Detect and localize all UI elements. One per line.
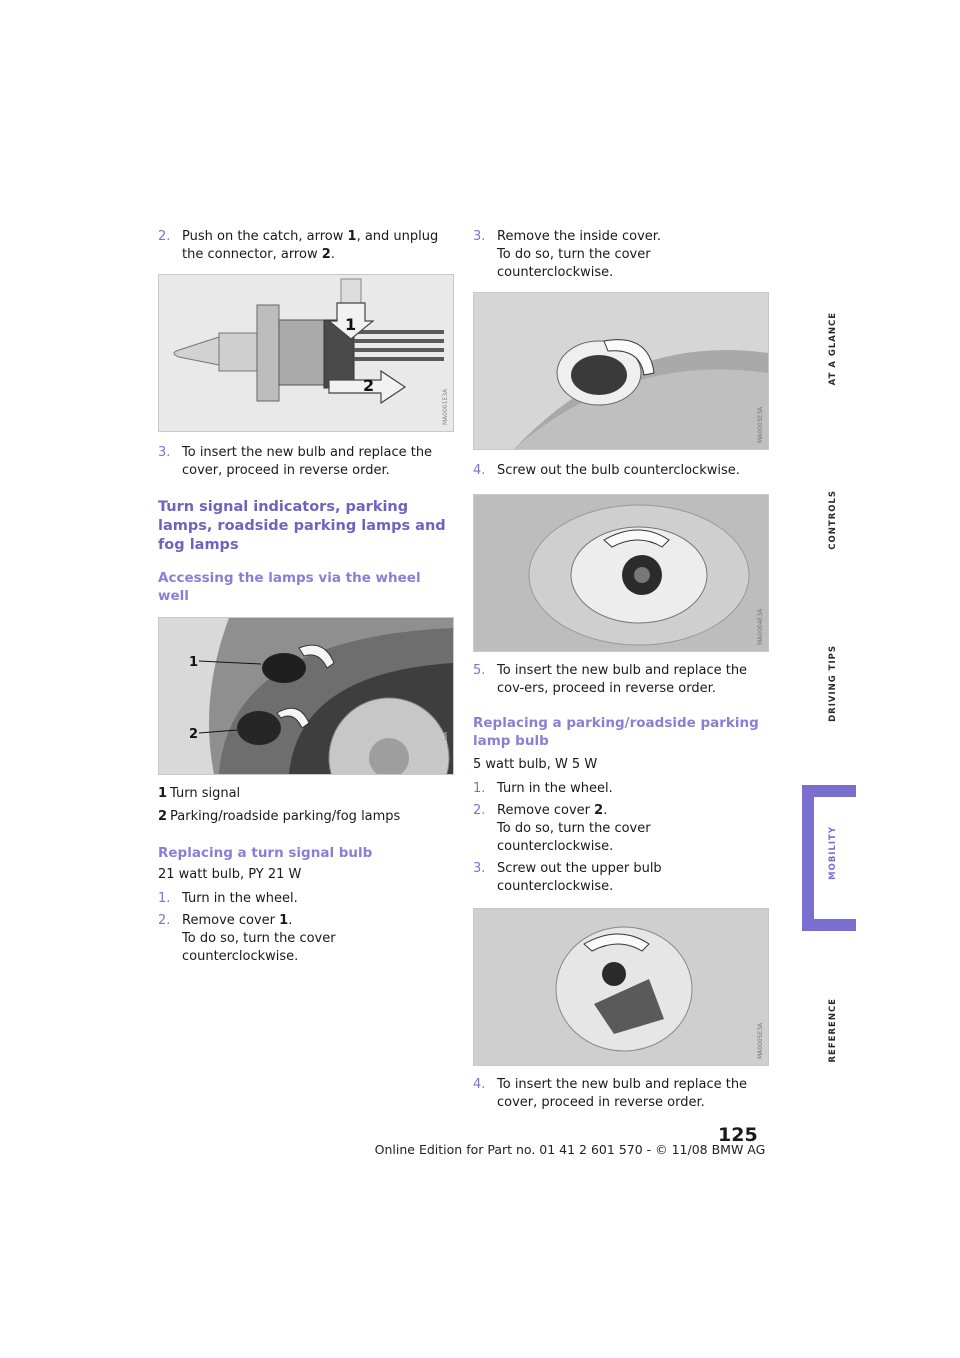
step-text-part: , and unplug the connector, arrow <box>182 229 439 262</box>
step-number: 1. <box>158 891 171 906</box>
sidebar-section-mobility[interactable]: MOBILITY <box>828 826 838 880</box>
step-text <box>182 912 450 966</box>
footer-edition <box>0 1142 960 1157</box>
step-number: 3. <box>473 229 486 244</box>
step-text: To insert the new bulb and replace the cov-ers, proceed in reverse order. <box>497 663 748 696</box>
legend-text: Parking/roadside parking/fog lamps <box>170 809 401 824</box>
screw-out-bulb-illustration <box>474 495 768 651</box>
step-text <box>497 802 765 856</box>
step-text <box>497 228 765 282</box>
step-text <box>182 228 450 264</box>
right-column <box>473 228 765 1116</box>
callout-2: 2 <box>363 376 375 395</box>
turn-signal-title: Replacing a turn signal bulb <box>158 845 373 861</box>
parking-step-3 <box>473 860 765 896</box>
step-number: 2. <box>158 913 171 928</box>
legend-item-1 <box>158 785 450 803</box>
callout-2: 2 <box>189 727 199 742</box>
figure-code: MA0004E3A <box>757 608 764 645</box>
parking-lamp-title: Replacing a parking/roadside parking lamp bulb <box>473 715 759 749</box>
sidebar-section-controls[interactable]: CONTROLS <box>828 490 838 550</box>
callout-1: 1 <box>189 655 199 670</box>
step-text-part: . <box>330 247 335 262</box>
step-text-line2: To do so, turn the cover counterclockwise. <box>182 931 336 964</box>
figure-code: MA0002E3A <box>442 731 449 768</box>
step-number: 5. <box>473 663 486 678</box>
step-5-reverse-order <box>473 662 765 698</box>
figure-headlamp-bulb-connector <box>158 274 454 432</box>
turn-signal-spec: 21 watt bulb, PY 21 W <box>158 867 302 882</box>
legend-key: 2 <box>158 809 168 824</box>
step-text: Turn in the wheel. <box>182 891 298 906</box>
ref-1: 1 <box>279 913 289 928</box>
figure-wheel-well-access <box>158 617 454 775</box>
ref-1: 1 <box>347 229 357 244</box>
parking-step-1 <box>473 780 765 798</box>
step-3-reverse-order <box>158 444 450 480</box>
step-text-part: Remove cover <box>182 913 280 928</box>
sidebar-section-reference[interactable]: REFERENCE <box>828 998 838 1063</box>
sidebar-section-at-a-glance[interactable]: AT A GLANCE <box>828 312 838 386</box>
step-number: 4. <box>473 463 486 478</box>
step-text: To insert the new bulb and replace the cover, proceed in reverse order. <box>497 1077 748 1110</box>
figure-screw-out-bulb <box>473 494 769 652</box>
step-number: 2. <box>158 229 171 244</box>
step-number: 2. <box>473 803 486 818</box>
step-text-line2: To do so, turn the cover counterclockwise. <box>497 247 651 280</box>
inside-cover-illustration <box>474 293 768 449</box>
turn-signal-step-2 <box>158 912 450 966</box>
step-text: Screw out the upper bulb counterclockwise. <box>497 861 662 894</box>
legend-text: Turn signal <box>170 786 241 801</box>
step-text-line2: To do so, turn the cover counterclockwise. <box>497 821 651 854</box>
legend-key: 1 <box>158 786 168 801</box>
ref-2: 2 <box>321 247 331 262</box>
subsection-title: Accessing the lamps via the wheel well <box>158 570 421 604</box>
parking-lamp-spec: 5 watt bulb, W 5 W <box>473 757 598 772</box>
step-number: 4. <box>473 1077 486 1092</box>
sidebar-section-driving-tips[interactable]: DRIVING TIPS <box>828 645 838 722</box>
wheel-well-illustration <box>159 618 453 774</box>
page-number: 125 <box>718 1124 758 1146</box>
left-column <box>158 228 450 970</box>
ref-2: 2 <box>594 803 604 818</box>
step-3-remove-inside-cover <box>473 228 765 282</box>
step-text: Screw out the bulb counterclockwise. <box>497 463 740 478</box>
figure-code: MA0001E3A <box>442 388 449 425</box>
section-title: Turn signal indicators, parking lamps, roadside parking lamps and fog lamps <box>158 499 446 553</box>
legend-item-2 <box>158 808 450 826</box>
step-text: Turn in the wheel. <box>497 781 613 796</box>
bulb-connector-illustration <box>159 275 453 431</box>
step-text-part: Remove cover <box>497 803 595 818</box>
footer-text: Online Edition for Part no. 01 41 2 601 570 - © 11/08 BMW AG <box>374 1142 766 1157</box>
parking-step-2 <box>473 802 765 856</box>
callout-1: 1 <box>345 315 357 334</box>
step-number: 1. <box>473 781 486 796</box>
figure-inside-cover <box>473 292 769 450</box>
step-4-screw-out-bulb <box>473 462 765 480</box>
upper-bulb-illustration <box>474 909 768 1065</box>
turn-signal-step-1 <box>158 890 450 908</box>
figure-upper-bulb <box>473 908 769 1066</box>
step-text-part: . <box>603 803 608 818</box>
step-text-line1: Remove the inside cover. <box>497 229 662 244</box>
step-number: 3. <box>158 445 171 460</box>
figure-code: MA0003E3A <box>757 406 764 443</box>
parking-step-4 <box>473 1076 765 1112</box>
step-text: To insert the new bulb and replace the cover, proceed in reverse order. <box>182 445 433 478</box>
step-2-unplug-connector <box>158 228 450 264</box>
step-text-part: Push on the catch, arrow <box>182 229 348 244</box>
step-text-part: . <box>288 913 293 928</box>
figure-code: MA0005E3A <box>757 1022 764 1059</box>
step-number: 3. <box>473 861 486 876</box>
